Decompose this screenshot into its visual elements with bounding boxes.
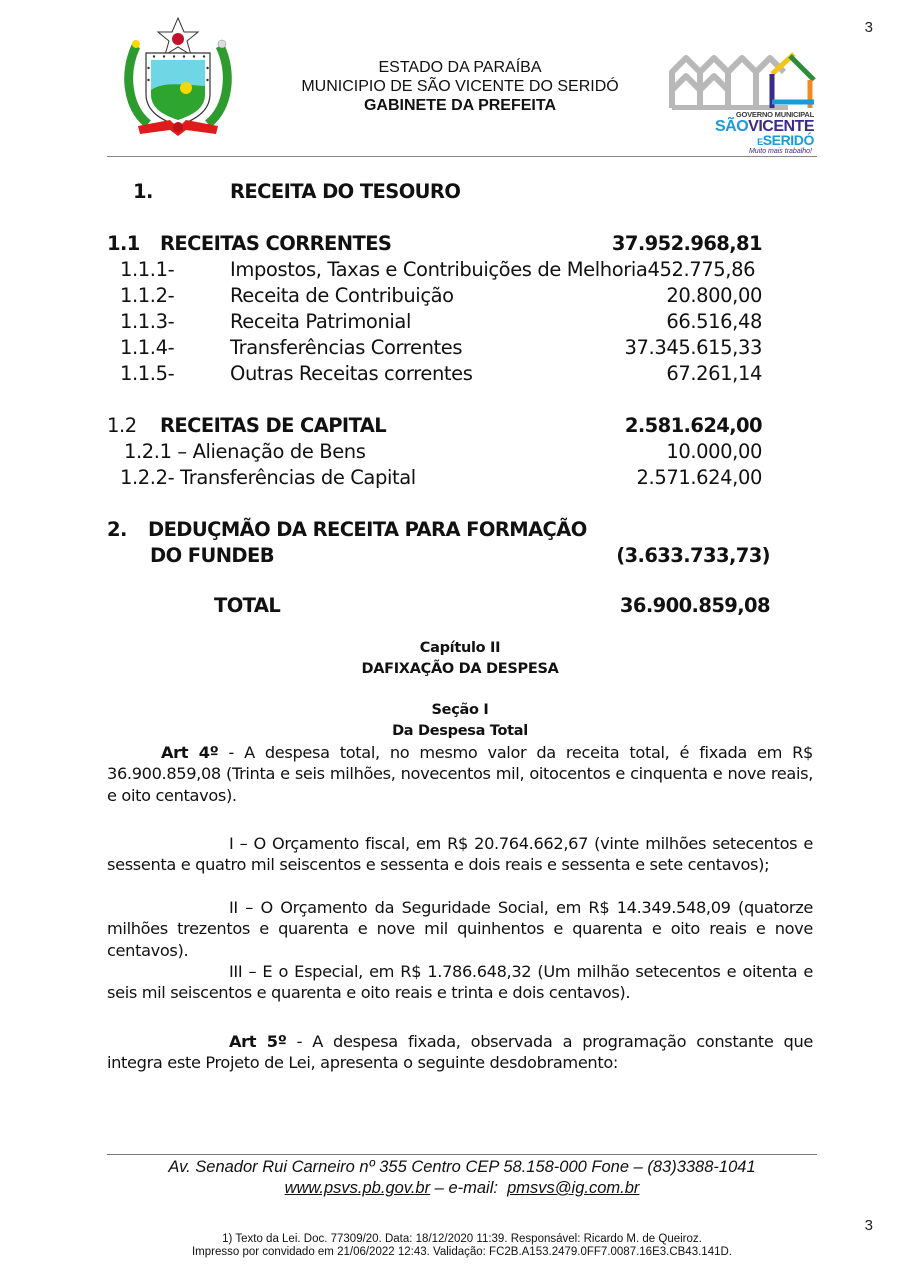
capital-item-value: 10.000,00 xyxy=(666,440,762,463)
capital-revenue-number: 1.2 xyxy=(107,414,137,437)
revenue-item-number: 1.1.2- xyxy=(120,284,175,307)
current-revenue-number: 1.1 xyxy=(107,232,140,255)
page-number-top: 3 xyxy=(864,19,873,36)
revenue-item-number: 1.1.1- xyxy=(120,258,175,281)
article-5-label: Art 5º xyxy=(229,1032,287,1051)
logo-e: E xyxy=(757,137,763,147)
houses-icon xyxy=(668,50,820,110)
current-revenue-value: 37.952.968,81 xyxy=(611,232,762,255)
logo-governo-municipal: GOVERNO MUNICIPAL xyxy=(735,110,814,119)
article-4-text: - A despesa total, no mesmo valor da receita total, é fixada em R$ 36.900.859,08 (Trinta e seis milhões, novecentos mil, oitocentos e cinquenta e nove reais, e oito centavos). xyxy=(107,743,813,805)
budget-item-fiscal: I – O Orçamento fiscal, em R$ 20.764.662,67 (vinte milhões setecentos e sessenta e quatro mil seiscentos e sessenta e dois reais e sessenta e sete centavos); xyxy=(107,834,813,875)
logo-serido: SERIDÓ xyxy=(762,132,814,148)
header-divider xyxy=(107,156,817,157)
revenue-item-label: Transferências Correntes xyxy=(230,336,463,359)
current-revenue-title: RECEITAS CORRENTES xyxy=(160,232,392,255)
revenue-item-value: 20.800,00 xyxy=(666,284,762,307)
footer-divider xyxy=(107,1154,817,1155)
revenue-item-number: 1.1.4- xyxy=(120,336,175,359)
header-municipality: MUNICIPIO DE SÃO VICENTE DO SERIDÓ xyxy=(301,78,619,95)
revenue-item-label: Receita Patrimonial xyxy=(230,310,411,333)
deduction-value: (3.633.733,73) xyxy=(616,544,770,567)
email-link[interactable]: pmsvs@ig.com.br xyxy=(507,1179,640,1197)
revenue-item-value: 66.516,48 xyxy=(666,310,762,333)
capital-item-label: 1.2.2- Transferências de Capital xyxy=(120,466,416,489)
revenue-item-label: Outras Receitas correntes xyxy=(230,362,473,385)
chapter-title: Capítulo II xyxy=(419,640,501,656)
deduction-title-line2: DO FUNDEB xyxy=(150,544,274,567)
article-4 xyxy=(107,742,813,806)
revenue-item-value: 67.261,14 xyxy=(666,362,762,385)
revenue-item-value: 37.345.615,33 xyxy=(624,336,762,359)
footer-address: Av. Senador Rui Carneiro nº 355 Centro CEP 58.158-000 Fone – (83)3388-1041 xyxy=(168,1158,756,1176)
logo-tagline: Muito mais trabalho! xyxy=(748,148,812,155)
revenue-item-label: Receita de Contribuição xyxy=(230,284,454,307)
section-subtitle: Da Despesa Total xyxy=(392,723,528,739)
article-5-text: - A despesa fixada, observada a programação constante que integra este Projeto de Lei, apresenta o seguinte desdobramento: xyxy=(107,1032,813,1073)
header-state: ESTADO DA PARAÍBA xyxy=(378,59,542,76)
capital-revenue-value: 2.581.624,00 xyxy=(624,414,762,437)
revenue-item-label: Impostos, Taxas e Contribuições de Melhoria452.775,86 xyxy=(230,258,756,281)
total-label: TOTAL xyxy=(214,594,281,617)
doc-info-line2: Impresso por convidado em 21/06/2022 12:43. Validação: FC2B.A153.2479.0FF7.0087.16E3.CB43.141D. xyxy=(191,1246,732,1258)
header-office: GABINETE DA PREFEITA xyxy=(363,97,556,114)
logo-sao: SÃO xyxy=(714,118,749,135)
section-1-title: RECEITA DO TESOURO xyxy=(230,180,461,203)
deduction-number: 2. xyxy=(107,518,127,541)
section-title: Seção I xyxy=(431,702,489,718)
deduction-title-line1: DEDUÇMÃO DA RECEITA PARA FORMAÇÃO xyxy=(148,518,587,541)
logo-name-line2 xyxy=(757,133,814,149)
doc-info-line1: 1) Texto da Lei. Doc. 77309/20. Data: 18/12/2020 11:39. Responsável: Ricardo M. de Queiroz. xyxy=(222,1233,702,1245)
page-number-bottom: 3 xyxy=(864,1217,873,1234)
email-separator: – e-mail: xyxy=(430,1179,508,1197)
coat-of-arms-icon xyxy=(118,16,238,142)
article-5 xyxy=(107,1031,813,1074)
header-text-block xyxy=(250,58,670,115)
revenue-item-value: 452.775,86 xyxy=(647,258,756,281)
budget-item-special: III – E o Especial, em R$ 1.786.648,32 (Um milhão setecentos e oitenta e seis mil seiscentos e quarenta e oito reais e trinta e dois centavos). xyxy=(107,962,813,1003)
budget-item-social-security: II – O Orçamento da Seguridade Social, em R$ 14.349.548,09 (quatorze milhões trezentos e quarenta e nove mil quinhentos e quarenta e oito reais e nove centavos). xyxy=(107,898,813,960)
sao-vicente-do-serido-logo xyxy=(668,50,820,162)
section-1-number: 1. xyxy=(133,180,153,203)
capital-item-value: 2.571.624,00 xyxy=(636,466,762,489)
revenue-item-number: 1.1.5- xyxy=(120,362,175,385)
footer-contact xyxy=(107,1178,817,1198)
logo-vicente: VICENTE xyxy=(748,118,814,135)
revenue-item-number: 1.1.3- xyxy=(120,310,175,333)
chapter-subtitle: DAFIXAÇÃO DA DESPESA xyxy=(361,661,559,677)
article-4-label: Art 4º xyxy=(161,743,219,762)
total-value: 36.900.859,08 xyxy=(619,594,770,617)
paraiba-coat-of-arms-logo xyxy=(118,16,238,142)
capital-revenue-title: RECEITAS DE CAPITAL xyxy=(160,414,387,437)
capital-item-label: 1.2.1 – Alienação de Bens xyxy=(124,440,366,463)
website-link[interactable]: www.psvs.pb.gov.br xyxy=(284,1179,431,1197)
